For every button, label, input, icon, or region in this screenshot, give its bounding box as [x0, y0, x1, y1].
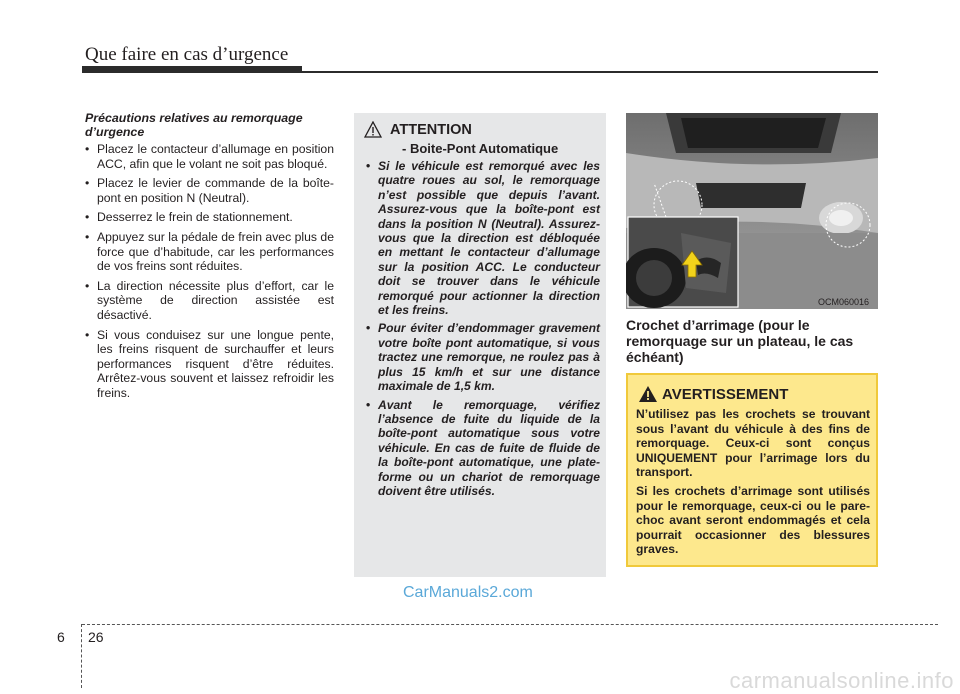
- warning-title: AVERTISSEMENT: [662, 386, 789, 403]
- warning-body: [636, 407, 870, 561]
- figure-code: OCM060016: [818, 297, 870, 307]
- bumper-illustration: [626, 113, 878, 309]
- caution-triangle-icon: [364, 121, 382, 139]
- page-number: [57, 629, 104, 645]
- page-header-title: Que faire en cas d’urgence: [85, 44, 289, 65]
- precautions-list: [85, 142, 334, 401]
- warning-triangle-icon: [638, 385, 658, 403]
- warning-paragraph: Si les crochets d’arrimage sont utilisés pour le remorquage, ceux-ci ou le pare-choc avant seront endommagés et cela pourrait occasionner des blessures graves.: [636, 483, 870, 557]
- list-item: • Avant le remorquage, vérifiez l’absence de fuite du liquide de la boîte-pont automatique sous votre véhicule. En cas de fuite de fluide de la boîte-pont automatique, une plate-forme ou un chariot de remorquage doivent être utilisés.: [366, 398, 600, 499]
- list-item: • Si le véhicule est remorqué avec les quatre roues au sol, le remorquage n’est possible que depuis l’avant. Assurez-vous que la boîte-pont est dans la position N (Neutral). Assurez-vous que la direction est débloquée en mettant le contacteur d’allumage sur la position ACC. Le conducteur doit se trouver dans le véhicule remorqué pour actionner la direction et les freins.: [366, 159, 600, 317]
- footer-divider: [81, 624, 82, 688]
- attention-list: [366, 159, 600, 502]
- list-item: • Pour éviter d’endommager gravement votre boîte pont automatique, si vous tractez une remorque, ne roulez pas à plus 15 km/h et sur une distance maximale de 1,5 km.: [366, 321, 600, 393]
- site-watermark: carmanualsonline.info: [729, 668, 954, 693]
- warning-box: [626, 373, 878, 567]
- attention-subtitle: - Boite-Pont Automatique: [402, 141, 559, 156]
- precautions-subheading: Précautions relatives au remorquage d’urgence: [85, 111, 303, 139]
- page-number-value: 26: [88, 629, 104, 645]
- watermark-link[interactable]: CarManuals2.com: [403, 584, 533, 601]
- list-item: • Placez le levier de commande de la boîte-pont en position N (Neutral).: [85, 176, 334, 205]
- front-bumper-photo: [626, 113, 878, 309]
- attention-box: [354, 113, 606, 577]
- footer-rule: [82, 624, 938, 625]
- section-number: 6: [57, 629, 65, 645]
- tie-down-heading: Crochet d’arrimage (pour le remorquage sur un plateau, le cas échéant): [626, 317, 854, 365]
- header-rule: [82, 71, 878, 73]
- list-item: • Desserrez le frein de stationnement.: [85, 210, 334, 225]
- list-item: • Si vous conduisez sur une longue pente, les freins risquent de surchauffer et leurs performances risquent d’être réduites. Arrêtez-vous souvent et laissez refroidir les freins.: [85, 328, 334, 401]
- warning-paragraph: N’utilisez pas les crochets se trouvant sous l’avant du véhicule à des fins de remorquage. Ceux-ci sont conçus UNIQUEMENT pour l’arrimage lors du transport.: [636, 407, 870, 480]
- attention-title: ATTENTION: [390, 122, 472, 138]
- towing-precautions-column: [85, 111, 334, 406]
- list-item: • Appuyez sur la pédale de frein avec plus de force que d’habitude, car les performances de vos freins sont réduites.: [85, 230, 334, 274]
- list-item: • Placez le contacteur d’allumage en position ACC, afin que le volant ne soit pas bloqué.: [85, 142, 334, 171]
- list-item: • La direction nécessite plus d’effort, car le système de direction assistée est désactivé.: [85, 279, 334, 323]
